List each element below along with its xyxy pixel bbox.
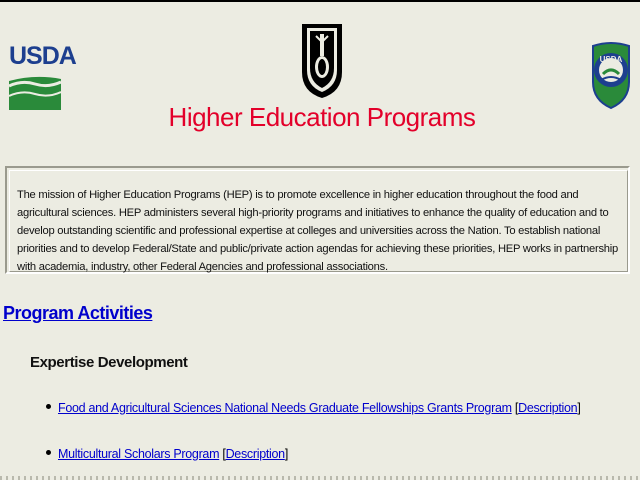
svg-text:USDA: USDA bbox=[599, 55, 623, 64]
mission-box bbox=[5, 166, 630, 274]
bullet-icon bbox=[46, 404, 51, 409]
page-title-text: Higher Education Programs bbox=[168, 102, 476, 132]
bracket-close: ] bbox=[577, 401, 581, 415]
bottom-strip bbox=[0, 476, 640, 480]
top-rule bbox=[0, 0, 640, 2]
description-link[interactable]: Description bbox=[518, 401, 578, 415]
mission-text: The mission of Higher Education Programs (HEP) is to promote excellence in higher education throughout the food and agricultural sciences. HEP administers several high-priority programs and initiatives to enhance the quality of education and to develop outstanding scientific and professional expertise at colleges and universities across the Nation. To establish national priorities and to develop Federal/State and public/private action agendas for achieving these priorities, HEP works in partnership with academia, industry, other Federal Agencies and professional associations. bbox=[17, 189, 618, 273]
expertise-development-heading: Expertise Development bbox=[30, 354, 188, 371]
usda-logo-text: USDA bbox=[9, 42, 76, 70]
multicultural-scholars-link[interactable]: Multicultural Scholars Program bbox=[58, 447, 220, 461]
list-item bbox=[46, 401, 581, 415]
usda-logo[interactable] bbox=[9, 42, 76, 108]
shield-emblem-icon bbox=[300, 22, 344, 100]
national-needs-fellowships-link[interactable]: Food and Agricultural Sciences National Needs Graduate Fellowships Grants Program bbox=[58, 401, 512, 415]
bracket-open: [ bbox=[222, 447, 226, 461]
list-item bbox=[46, 447, 288, 461]
bullet-icon bbox=[46, 450, 51, 455]
program-activities-link[interactable]: Program Activities bbox=[3, 303, 153, 323]
description-link[interactable]: Description bbox=[225, 447, 285, 461]
bracket-close: ] bbox=[284, 447, 288, 461]
page-title bbox=[0, 100, 640, 134]
bracket-open: [ bbox=[514, 401, 519, 415]
